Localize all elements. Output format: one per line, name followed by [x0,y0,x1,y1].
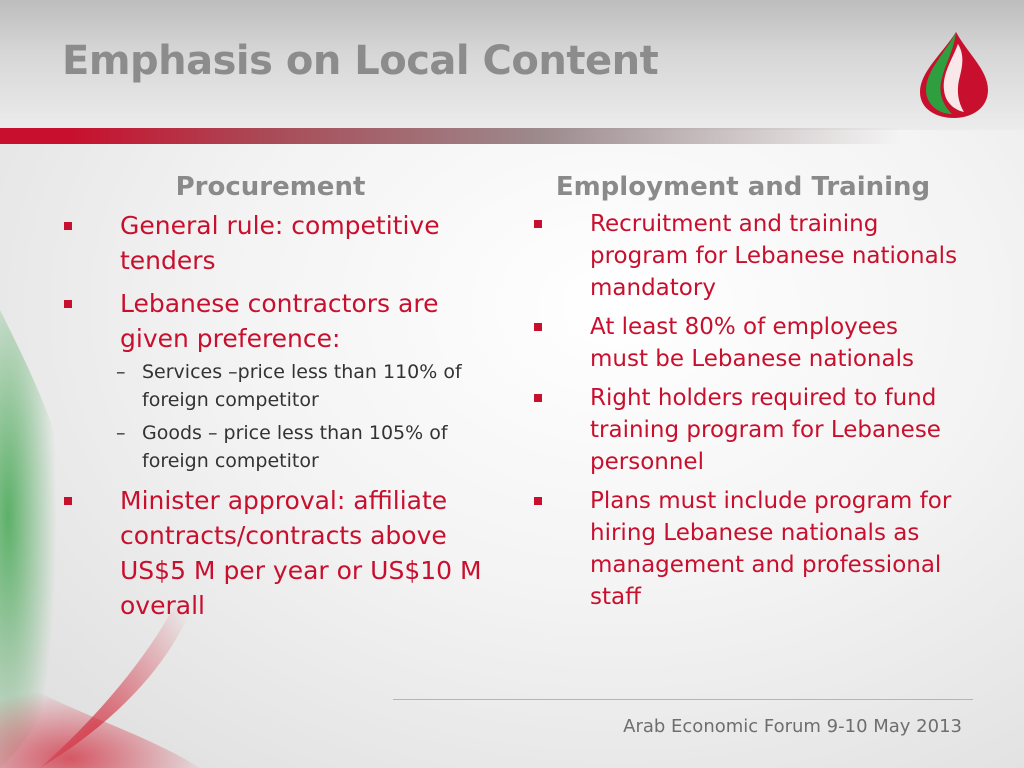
list-item-text: General rule: competitive tenders [120,211,440,275]
procurement-heading: Procurement [175,172,366,202]
sub-list-item [116,358,498,414]
list-item [58,208,498,278]
slide-title: Emphasis on Local Content [62,38,659,84]
list-item-text: Right holders required to fund training program for Lebanese personnel [590,385,941,475]
square-bullet-icon [534,497,542,505]
employment-column [528,172,958,620]
procurement-column [58,172,498,631]
list-item-text: Lebanese contractors are given preference: [120,289,439,353]
square-bullet-icon [64,222,72,230]
square-bullet-icon [534,323,542,331]
list-item [528,208,958,304]
list-item [58,483,498,623]
square-bullet-icon [534,394,542,402]
employment-heading: Employment and Training [555,172,931,202]
list-item-text: At least 80% of employees must be Lebanese nationals [590,314,914,372]
procurement-list [58,208,498,623]
list-item [58,286,498,475]
flame-drop-logo-icon [912,30,996,120]
preference-sublist [116,358,498,475]
list-item [528,311,958,375]
dash-bullet-icon: – [116,422,126,444]
list-item-text: Minister approval: affiliate contracts/contracts above US$5 M per year or US$10 M overall [120,486,482,620]
footer-divider [393,699,973,700]
footer-text: Arab Economic Forum 9-10 May 2013 [623,716,962,737]
sub-list-item-text: Goods – price less than 105% of foreign competitor [142,422,448,472]
list-item [528,485,958,613]
dash-bullet-icon: – [116,361,126,383]
list-item [528,382,958,478]
square-bullet-icon [64,497,72,505]
square-bullet-icon [64,300,72,308]
square-bullet-icon [534,220,542,228]
employment-list [528,208,958,613]
list-item-text: Plans must include program for hiring Lebanese nationals as management and professional staff [590,488,952,610]
accent-bar [0,128,900,144]
sub-list-item [116,419,498,475]
list-item-text: Recruitment and training program for Lebanese nationals mandatory [590,211,958,301]
sub-list-item-text: Services –price less than 110% of foreign competitor [142,361,462,411]
